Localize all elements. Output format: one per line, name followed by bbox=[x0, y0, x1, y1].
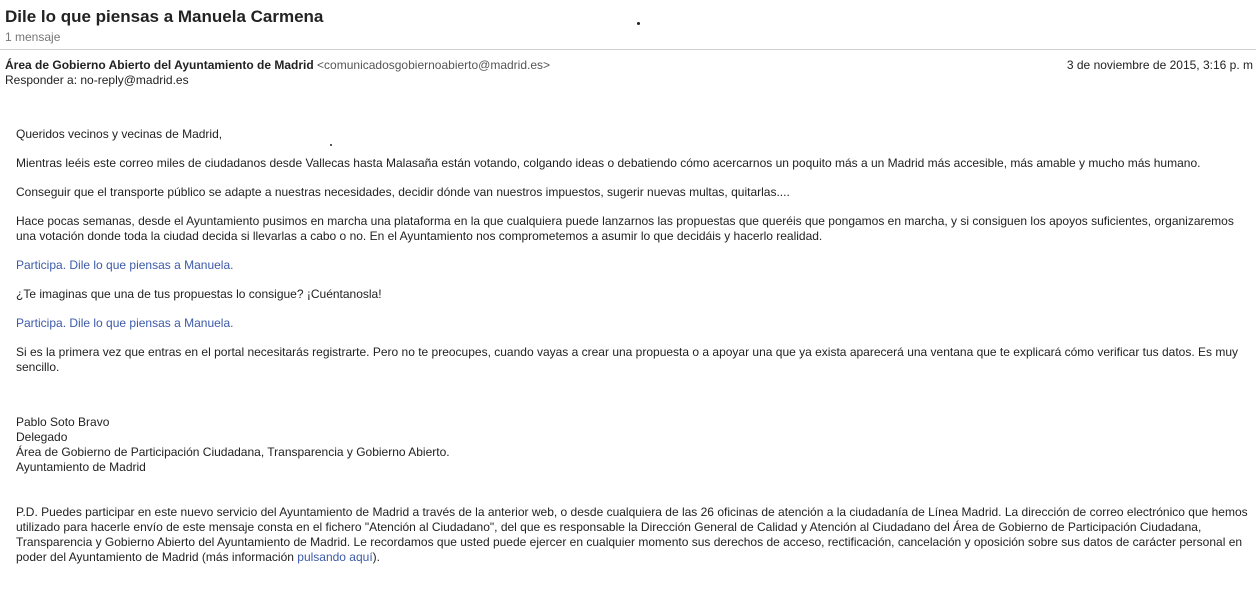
paragraph-4: ¿Te imaginas que una de tus propuestas lo consigue? ¡Cuéntanosla! bbox=[16, 287, 382, 301]
sender-name[interactable]: Área de Gobierno Abierto del Ayuntamiento de Madrid bbox=[5, 58, 314, 72]
participa-link-2-wrapper bbox=[16, 316, 1250, 331]
sender-line bbox=[5, 58, 1253, 73]
message-meta bbox=[5, 58, 1253, 88]
participa-link-2[interactable]: Participa. Dile lo que piensas a Manuela. bbox=[16, 316, 234, 330]
postscript bbox=[16, 505, 1250, 565]
paragraph-2: Conseguir que el transporte público se adapte a nuestras necesidades, decidir dónde van nuestros impuestos, sugerir nuevas multas, quitarlas.... bbox=[16, 185, 790, 199]
participa-link-1-wrapper bbox=[16, 258, 1250, 273]
signature-role: Delegado bbox=[16, 430, 68, 444]
message-body bbox=[16, 127, 1250, 565]
more-info-link[interactable]: pulsando aquí bbox=[297, 550, 373, 564]
email-subject: Dile lo que piensas a Manuela Carmena bbox=[5, 7, 324, 26]
postscript-tail: ). bbox=[372, 550, 381, 564]
sender-email[interactable]: <comunicadosgobiernoabierto@madrid.es> bbox=[317, 58, 551, 72]
paragraph-1: Mientras leéis este correo miles de ciudadanos desde Vallecas hasta Malasaña están votando, colgando ideas o debatiendo cómo acercarnos un poquito más a un Madrid más accesible, más amable y mucho más humano. bbox=[16, 156, 1201, 170]
postscript-text: P.D. Puedes participar en este nuevo servicio del Ayuntamiento de Madrid a través de la anterior web, o desde cualquiera de las 26 oficinas de atención a la ciudadanía de Línea Madrid. La dirección de correo electrónico que hemos utilizado para hacerle envío de este mensaje consta en el fichero "Atención al Ciudadano", del que es responsable la Dirección General de Calidad y Atención al Ciudadano del Área de Gobierno de Participación Ciudadana, Transparencia y Gobierno Abierto del Ayuntamiento de Madrid. Le recordamos que usted puede ejercer en cualquier momento sus derechos de acceso, rectificación, cancelación y oposición sobre sus datos de carácter personal en poder del Ayuntamiento de Madrid (más información bbox=[16, 505, 1248, 564]
paragraph-5: Si es la primera vez que entras en el portal necesitarás registrarte. Pero no te preocupes, cuando vayas a crear una propuesta o a apoyar una que ya exista aparecerá una ventana que te explicará cómo verificar tus datos. Es muy sencillo. bbox=[16, 345, 1239, 374]
signature-org: Ayuntamiento de Madrid bbox=[16, 460, 146, 474]
participa-link-1[interactable]: Participa. Dile lo que piensas a Manuela. bbox=[16, 258, 234, 272]
email-header bbox=[5, 7, 1251, 45]
stray-dot bbox=[637, 22, 640, 25]
signature-department: Área de Gobierno de Participación Ciudadana, Transparencia y Gobierno Abierto. bbox=[16, 445, 450, 459]
message-count: 1 mensaje bbox=[5, 30, 61, 44]
reply-to: Responder a: no-reply@madrid.es bbox=[5, 73, 189, 87]
header-divider bbox=[0, 49, 1256, 50]
message-date: 3 de noviembre de 2015, 3:16 p. m bbox=[1066, 58, 1253, 72]
paragraph-3: Hace pocas semanas, desde el Ayuntamiento pusimos en marcha una plataforma en la que cualquiera puede lanzarnos las propuestas que queréis que pongamos en marcha, y si consiguen los apoyos suficientes, organizaremos una votación donde toda la ciudad decida si llevarlas a cabo o no. En el Ayuntamiento nos comprometemos a asumir lo que decidáis y hacerlo realidad. bbox=[16, 214, 1234, 243]
greeting: Queridos vecinos y vecinas de Madrid, bbox=[16, 127, 223, 141]
signature-name: Pablo Soto Bravo bbox=[16, 415, 110, 429]
stray-dot-2 bbox=[330, 144, 332, 146]
signature bbox=[16, 415, 1250, 475]
